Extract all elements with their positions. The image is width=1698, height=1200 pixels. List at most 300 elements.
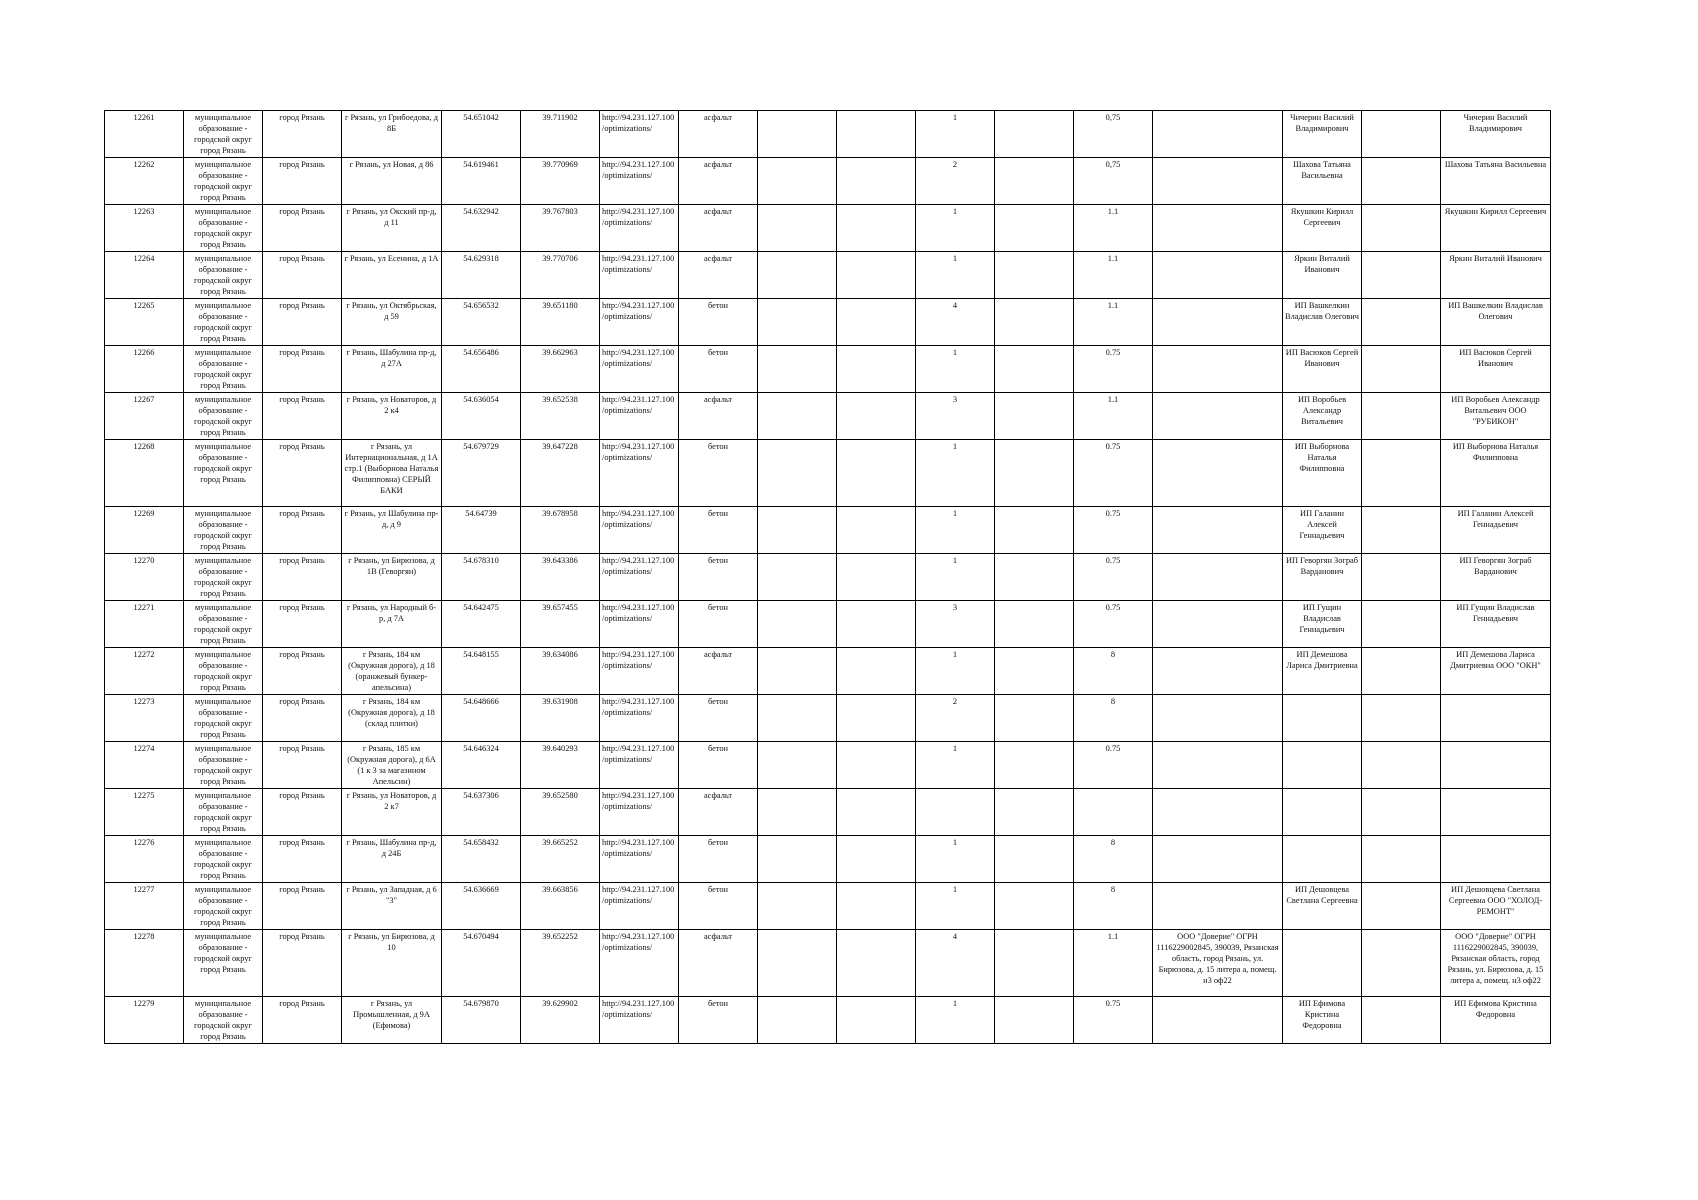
cell-container-count: 2 [916, 158, 995, 205]
table-row [105, 205, 1551, 252]
cell-row-number: 12277 [105, 883, 184, 930]
cell-volume: 8 [1074, 695, 1153, 742]
cell-col-16 [1362, 393, 1441, 440]
cell-municipality: муниципальное образование - городской округ город Рязань [184, 158, 263, 205]
cell-row-number: 12262 [105, 158, 184, 205]
cell-col-9 [758, 158, 837, 205]
cell-city: город Рязань [263, 648, 342, 695]
cell-address: г Рязань, ул Бирюзова, д 1В (Геворгян) [342, 554, 442, 601]
cell-row-number: 12272 [105, 648, 184, 695]
cell-latitude: 54.642475 [442, 601, 521, 648]
cell-container-count: 3 [916, 393, 995, 440]
cell-longitude: 39.770969 [521, 158, 600, 205]
cell-link: http://94.231.127.100/optimizations/ [600, 601, 679, 648]
cell-latitude: 54.658432 [442, 836, 521, 883]
cell-col-10 [837, 111, 916, 158]
cell-container-count: 1 [916, 252, 995, 299]
cell-owner [1283, 836, 1362, 883]
cell-latitude: 54.629318 [442, 252, 521, 299]
cell-link: http://94.231.127.100/optimizations/ [600, 252, 679, 299]
cell-container-count: 1 [916, 507, 995, 554]
table-row [105, 930, 1551, 997]
cell-col-12 [995, 440, 1074, 507]
cell-container-count: 1 [916, 883, 995, 930]
cell-col-16 [1362, 601, 1441, 648]
cell-row-number: 12271 [105, 601, 184, 648]
cell-container-count: 1 [916, 648, 995, 695]
cell-longitude: 39.770706 [521, 252, 600, 299]
cell-org-details [1153, 252, 1283, 299]
cell-col-12 [995, 507, 1074, 554]
cell-longitude: 39.662963 [521, 346, 600, 393]
cell-volume: 0,75 [1074, 158, 1153, 205]
cell-col-10 [837, 648, 916, 695]
cell-municipality: муниципальное образование - городской округ город Рязань [184, 111, 263, 158]
cell-municipality: муниципальное образование - городской округ город Рязань [184, 554, 263, 601]
table-body [105, 111, 1551, 1044]
cell-owner-full: ИП Ефимова Кристина Федоровна [1441, 997, 1551, 1044]
table-row [105, 440, 1551, 507]
cell-row-number: 12264 [105, 252, 184, 299]
cell-address: г Рязань, ул Народный б-р, д 7А [342, 601, 442, 648]
cell-org-details [1153, 648, 1283, 695]
cell-latitude: 54.637306 [442, 789, 521, 836]
cell-latitude: 54.679870 [442, 997, 521, 1044]
cell-link: http://94.231.127.100/optimizations/ [600, 883, 679, 930]
cell-col-10 [837, 997, 916, 1044]
cell-row-number: 12279 [105, 997, 184, 1044]
cell-surface: асфальт [679, 111, 758, 158]
cell-col-12 [995, 930, 1074, 997]
cell-city: город Рязань [263, 695, 342, 742]
cell-municipality: муниципальное образование - городской округ город Рязань [184, 648, 263, 695]
cell-col-9 [758, 252, 837, 299]
cell-latitude: 54.64739 [442, 507, 521, 554]
cell-org-details [1153, 440, 1283, 507]
cell-row-number: 12265 [105, 299, 184, 346]
cell-volume: 1.1 [1074, 205, 1153, 252]
cell-municipality: муниципальное образование - городской округ город Рязань [184, 997, 263, 1044]
cell-volume: 1.1 [1074, 930, 1153, 997]
cell-row-number: 12261 [105, 111, 184, 158]
cell-city: город Рязань [263, 346, 342, 393]
cell-longitude: 39.652580 [521, 789, 600, 836]
cell-address: г Рязань, 184 км (Окружная дорога), д 18 (склад плитки) [342, 695, 442, 742]
cell-col-12 [995, 836, 1074, 883]
cell-city: город Рязань [263, 507, 342, 554]
cell-surface: асфальт [679, 648, 758, 695]
cell-address: г Рязань, ул Интернациональная, д 1А стр.1 (Выборнова Наталья Филипповна) СЕРЫЙ БАКИ [342, 440, 442, 507]
cell-latitude: 54.679729 [442, 440, 521, 507]
cell-col-12 [995, 158, 1074, 205]
cell-volume: 0.75 [1074, 440, 1153, 507]
cell-longitude: 39.634086 [521, 648, 600, 695]
cell-surface: асфальт [679, 789, 758, 836]
cell-surface: бетон [679, 601, 758, 648]
cell-owner-full: ИП Галанин Алексей Геннадьевич [1441, 507, 1551, 554]
cell-row-number: 12274 [105, 742, 184, 789]
table-row [105, 997, 1551, 1044]
table-row [105, 648, 1551, 695]
cell-row-number: 12268 [105, 440, 184, 507]
cell-address: г Рязань, ул Западная, д 6 "3" [342, 883, 442, 930]
cell-col-12 [995, 648, 1074, 695]
cell-latitude: 54.656486 [442, 346, 521, 393]
cell-latitude: 54.636669 [442, 883, 521, 930]
cell-row-number: 12276 [105, 836, 184, 883]
cell-col-9 [758, 695, 837, 742]
cell-volume: 0.75 [1074, 997, 1153, 1044]
cell-link: http://94.231.127.100/optimizations/ [600, 440, 679, 507]
cell-col-9 [758, 648, 837, 695]
cell-address: г Рязань, ул Бирюзова, д 10 [342, 930, 442, 997]
cell-owner-full [1441, 742, 1551, 789]
cell-col-9 [758, 440, 837, 507]
cell-col-10 [837, 299, 916, 346]
cell-surface: бетон [679, 346, 758, 393]
cell-latitude: 54.656532 [442, 299, 521, 346]
cell-longitude: 39.652252 [521, 930, 600, 997]
cell-container-count: 1 [916, 346, 995, 393]
cell-latitude: 54.646324 [442, 742, 521, 789]
cell-container-count: 4 [916, 299, 995, 346]
cell-municipality: муниципальное образование - городской округ город Рязань [184, 930, 263, 997]
cell-org-details [1153, 158, 1283, 205]
cell-longitude: 39.767803 [521, 205, 600, 252]
table-row [105, 252, 1551, 299]
cell-org-details [1153, 507, 1283, 554]
cell-address: г Рязань, Шабулина пр-д, д 24Б [342, 836, 442, 883]
cell-col-12 [995, 393, 1074, 440]
cell-col-10 [837, 836, 916, 883]
cell-owner: ИП Ефимова Кристина Федоровна [1283, 997, 1362, 1044]
cell-org-details [1153, 554, 1283, 601]
cell-col-12 [995, 252, 1074, 299]
cell-link: http://94.231.127.100/optimizations/ [600, 648, 679, 695]
cell-col-10 [837, 158, 916, 205]
cell-col-16 [1362, 742, 1441, 789]
cell-col-9 [758, 836, 837, 883]
cell-owner: Шахова Татьяна Васильевна [1283, 158, 1362, 205]
cell-city: город Рязань [263, 111, 342, 158]
cell-latitude: 54.648155 [442, 648, 521, 695]
cell-org-details [1153, 836, 1283, 883]
cell-col-16 [1362, 252, 1441, 299]
cell-longitude: 39.640293 [521, 742, 600, 789]
cell-link: http://94.231.127.100/optimizations/ [600, 789, 679, 836]
cell-container-count: 3 [916, 601, 995, 648]
cell-col-10 [837, 252, 916, 299]
cell-volume: 0,75 [1074, 111, 1153, 158]
cell-col-12 [995, 695, 1074, 742]
cell-volume [1074, 789, 1153, 836]
cell-org-details [1153, 997, 1283, 1044]
cell-latitude: 54.636054 [442, 393, 521, 440]
cell-col-16 [1362, 299, 1441, 346]
cell-col-9 [758, 930, 837, 997]
cell-surface: асфальт [679, 393, 758, 440]
cell-surface: асфальт [679, 205, 758, 252]
cell-org-details [1153, 111, 1283, 158]
cell-row-number: 12275 [105, 789, 184, 836]
cell-owner-full: Яркин Виталий Иванович [1441, 252, 1551, 299]
cell-col-16 [1362, 346, 1441, 393]
cell-col-10 [837, 507, 916, 554]
table-row [105, 695, 1551, 742]
cell-org-details [1153, 789, 1283, 836]
cell-col-16 [1362, 507, 1441, 554]
cell-owner-full [1441, 789, 1551, 836]
cell-col-12 [995, 789, 1074, 836]
cell-surface: бетон [679, 299, 758, 346]
cell-org-details [1153, 601, 1283, 648]
cell-surface: асфальт [679, 930, 758, 997]
cell-volume: 1.1 [1074, 252, 1153, 299]
cell-link: http://94.231.127.100/optimizations/ [600, 695, 679, 742]
registry-table [104, 110, 1551, 1044]
cell-municipality: муниципальное образование - городской округ город Рязань [184, 440, 263, 507]
cell-owner [1283, 742, 1362, 789]
table-row [105, 158, 1551, 205]
cell-volume: 1.1 [1074, 299, 1153, 346]
table-row [105, 601, 1551, 648]
cell-longitude: 39.665252 [521, 836, 600, 883]
cell-municipality: муниципальное образование - городской округ город Рязань [184, 346, 263, 393]
cell-city: город Рязань [263, 930, 342, 997]
cell-city: город Рязань [263, 997, 342, 1044]
cell-col-9 [758, 601, 837, 648]
cell-container-count: 1 [916, 836, 995, 883]
cell-city: город Рязань [263, 883, 342, 930]
cell-col-10 [837, 393, 916, 440]
cell-municipality: муниципальное образование - городской округ город Рязань [184, 742, 263, 789]
cell-owner-full: ООО "Доверие" ОГРН 1116229002845, 390039, Рязанская область, город Рязань, ул. Бирюзова, д. 15 литера а, помещ. н3 оф22 [1441, 930, 1551, 997]
table-row [105, 111, 1551, 158]
cell-address: г Рязань, ул Октябрьская, д 59 [342, 299, 442, 346]
table-row [105, 742, 1551, 789]
cell-col-9 [758, 346, 837, 393]
cell-col-12 [995, 997, 1074, 1044]
cell-owner: ИП Воробьев Александр Витальевич [1283, 393, 1362, 440]
table-row [105, 346, 1551, 393]
cell-owner-full [1441, 836, 1551, 883]
cell-col-10 [837, 742, 916, 789]
cell-owner: ИП Васюков Сергей Иванович [1283, 346, 1362, 393]
cell-surface: бетон [679, 554, 758, 601]
cell-city: город Рязань [263, 299, 342, 346]
cell-owner: ИП Демешова Лариса Дмитриевна [1283, 648, 1362, 695]
cell-org-details [1153, 346, 1283, 393]
cell-municipality: муниципальное образование - городской округ город Рязань [184, 205, 263, 252]
cell-longitude: 39.652538 [521, 393, 600, 440]
cell-address: г Рязань, ул Шабулина пр-д, д 9 [342, 507, 442, 554]
cell-link: http://94.231.127.100/optimizations/ [600, 299, 679, 346]
cell-longitude: 39.643386 [521, 554, 600, 601]
cell-col-16 [1362, 648, 1441, 695]
cell-longitude: 39.631908 [521, 695, 600, 742]
cell-col-10 [837, 554, 916, 601]
cell-owner: Яркин Виталий Иванович [1283, 252, 1362, 299]
cell-org-details [1153, 205, 1283, 252]
cell-address: г Рязань, 185 км (Окружная дорога), д 6А (1 к 3 за магазином Апельсин) [342, 742, 442, 789]
cell-col-10 [837, 601, 916, 648]
cell-col-9 [758, 299, 837, 346]
cell-col-9 [758, 742, 837, 789]
cell-municipality: муниципальное образование - городской округ город Рязань [184, 695, 263, 742]
cell-address: г Рязань, ул Новаторов, д 2 к4 [342, 393, 442, 440]
cell-link: http://94.231.127.100/optimizations/ [600, 158, 679, 205]
cell-owner: ИП Вашкелкин Владислав Олегович [1283, 299, 1362, 346]
cell-latitude: 54.648666 [442, 695, 521, 742]
cell-col-9 [758, 883, 837, 930]
cell-owner: Чичерин Василий Владимирович [1283, 111, 1362, 158]
cell-col-12 [995, 346, 1074, 393]
cell-col-9 [758, 997, 837, 1044]
cell-owner-full: ИП Демешова Лариса Дмитриевна ООО "ОКН" [1441, 648, 1551, 695]
cell-owner [1283, 789, 1362, 836]
cell-surface: бетон [679, 695, 758, 742]
table-row [105, 299, 1551, 346]
cell-address: г Рязань, ул Промышленная, д 9А (Ефимова) [342, 997, 442, 1044]
cell-col-16 [1362, 111, 1441, 158]
cell-municipality: муниципальное образование - городской округ город Рязань [184, 299, 263, 346]
cell-address: г Рязань, 184 км (Окружная дорога), д 18 (оранжевый бункер-апельсина) [342, 648, 442, 695]
cell-col-9 [758, 789, 837, 836]
cell-col-12 [995, 299, 1074, 346]
cell-owner-full [1441, 695, 1551, 742]
cell-owner: ИП Гущин Владислав Геннадьевич [1283, 601, 1362, 648]
table-row [105, 789, 1551, 836]
cell-owner-full: ИП Геворгян Зограб Варданович [1441, 554, 1551, 601]
cell-surface: асфальт [679, 158, 758, 205]
cell-link: http://94.231.127.100/optimizations/ [600, 393, 679, 440]
cell-latitude: 54.619461 [442, 158, 521, 205]
cell-owner: Якушкин Кирилл Сергеевич [1283, 205, 1362, 252]
cell-container-count [916, 789, 995, 836]
table-row [105, 836, 1551, 883]
cell-surface: бетон [679, 883, 758, 930]
cell-col-10 [837, 883, 916, 930]
cell-col-16 [1362, 789, 1441, 836]
cell-row-number: 12267 [105, 393, 184, 440]
cell-longitude: 39.657455 [521, 601, 600, 648]
cell-address: г Рязань, ул Есенина, д 1А [342, 252, 442, 299]
cell-container-count: 2 [916, 695, 995, 742]
cell-surface: бетон [679, 997, 758, 1044]
cell-owner-full: Якушкин Кирилл Сергеевич [1441, 205, 1551, 252]
cell-org-details [1153, 299, 1283, 346]
cell-col-9 [758, 507, 837, 554]
cell-municipality: муниципальное образование - городской округ город Рязань [184, 883, 263, 930]
cell-col-12 [995, 742, 1074, 789]
cell-link: http://94.231.127.100/optimizations/ [600, 111, 679, 158]
cell-col-12 [995, 554, 1074, 601]
cell-col-10 [837, 789, 916, 836]
cell-address: г Рязань, ул Новаторов, д 2 к7 [342, 789, 442, 836]
cell-longitude: 39.678958 [521, 507, 600, 554]
cell-owner-full: ИП Выборнова Наталья Филипповна [1441, 440, 1551, 507]
cell-org-details [1153, 695, 1283, 742]
cell-latitude: 54.670494 [442, 930, 521, 997]
cell-owner: ИП Выборнова Наталья Филипповна [1283, 440, 1362, 507]
cell-city: город Рязань [263, 393, 342, 440]
cell-city: город Рязань [263, 252, 342, 299]
cell-col-16 [1362, 205, 1441, 252]
table-row [105, 393, 1551, 440]
cell-city: город Рязань [263, 554, 342, 601]
cell-col-10 [837, 440, 916, 507]
cell-owner-full: ИП Дешовцева Светлана Сергеевна ООО "ХОЛОД-РЕМОНТ" [1441, 883, 1551, 930]
cell-col-16 [1362, 930, 1441, 997]
cell-row-number: 12270 [105, 554, 184, 601]
cell-col-12 [995, 205, 1074, 252]
cell-row-number: 12278 [105, 930, 184, 997]
cell-volume: 0.75 [1074, 601, 1153, 648]
cell-container-count: 1 [916, 111, 995, 158]
cell-municipality: муниципальное образование - городской округ город Рязань [184, 601, 263, 648]
cell-volume: 1.1 [1074, 393, 1153, 440]
cell-col-16 [1362, 158, 1441, 205]
cell-container-count: 1 [916, 997, 995, 1044]
cell-address: г Рязань, Шабулина пр-д, д 27А [342, 346, 442, 393]
cell-link: http://94.231.127.100/optimizations/ [600, 997, 679, 1044]
cell-city: город Рязань [263, 205, 342, 252]
cell-volume: 0.75 [1074, 507, 1153, 554]
cell-city: город Рязань [263, 158, 342, 205]
cell-owner-full: ИП Воробьев Александр Витальевич ООО "РУБИКОН" [1441, 393, 1551, 440]
cell-col-16 [1362, 554, 1441, 601]
table-row [105, 507, 1551, 554]
cell-link: http://94.231.127.100/optimizations/ [600, 930, 679, 997]
cell-address: г Рязань, ул Грибоедова, д 8Б [342, 111, 442, 158]
cell-owner-full: Чичерин Василий Владимирович [1441, 111, 1551, 158]
cell-city: город Рязань [263, 789, 342, 836]
cell-owner-full: ИП Васюков Сергей Иванович [1441, 346, 1551, 393]
cell-col-9 [758, 554, 837, 601]
cell-longitude: 39.629902 [521, 997, 600, 1044]
cell-address: г Рязань, ул Новая, д 86 [342, 158, 442, 205]
cell-surface: бетон [679, 507, 758, 554]
cell-city: город Рязань [263, 601, 342, 648]
table-row [105, 883, 1551, 930]
cell-latitude: 54.632942 [442, 205, 521, 252]
cell-surface: асфальт [679, 252, 758, 299]
cell-row-number: 12263 [105, 205, 184, 252]
cell-owner-full: Шахова Татьяна Васильевна [1441, 158, 1551, 205]
cell-link: http://94.231.127.100/optimizations/ [600, 554, 679, 601]
table-row [105, 554, 1551, 601]
cell-owner [1283, 930, 1362, 997]
cell-volume: 0.75 [1074, 742, 1153, 789]
cell-link: http://94.231.127.100/optimizations/ [600, 507, 679, 554]
cell-col-10 [837, 205, 916, 252]
cell-col-12 [995, 111, 1074, 158]
cell-row-number: 12266 [105, 346, 184, 393]
cell-container-count: 1 [916, 205, 995, 252]
cell-col-16 [1362, 695, 1441, 742]
cell-owner-full: ИП Гущин Владислав Геннадьевич [1441, 601, 1551, 648]
cell-municipality: муниципальное образование - городской округ город Рязань [184, 393, 263, 440]
cell-link: http://94.231.127.100/optimizations/ [600, 205, 679, 252]
cell-city: город Рязань [263, 836, 342, 883]
cell-link: http://94.231.127.100/optimizations/ [600, 742, 679, 789]
cell-col-9 [758, 205, 837, 252]
cell-volume: 8 [1074, 648, 1153, 695]
cell-volume: 0.75 [1074, 554, 1153, 601]
cell-latitude: 54.651042 [442, 111, 521, 158]
cell-city: город Рязань [263, 742, 342, 789]
cell-col-16 [1362, 836, 1441, 883]
